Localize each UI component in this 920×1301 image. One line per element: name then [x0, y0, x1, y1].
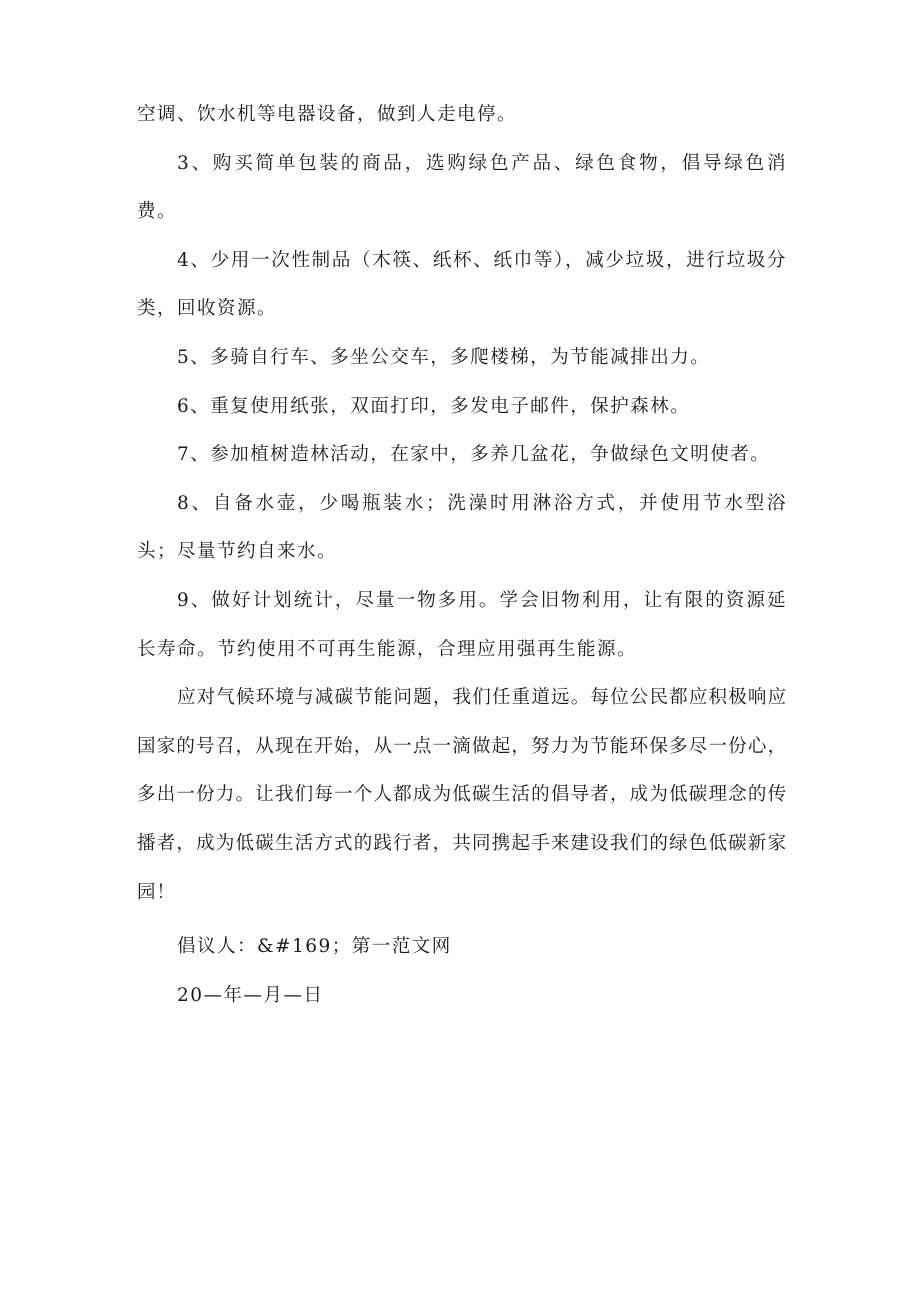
paragraph-item-3: 3、购买简单包装的商品，选购绿色产品、绿色食物，倡导绿色消费。 [137, 152, 787, 223]
closing-paragraph: 应对气候环境与减碳节能问题，我们任重道远。每位公民都应积极响应国家的号召，从现在开始，从一点一滴做起，努力为节能环保多尽一份心，多出一份力。让我们每一个人都成为低碳生活的倡导者，成为低碳理念的传播者，成为低碳生活方式的践行者，共同携起手来建设我们的绿色低碳新家园！ [137, 687, 787, 903]
paragraph-item-4: 4、少用一次性制品（木筷、纸杯、纸巾等），减少垃圾，进行垃圾分类，回收资源。 [137, 249, 787, 320]
document-body [137, 91, 787, 1020]
signature-line: 倡议人：&#169；第一范文网 [177, 936, 452, 958]
paragraph-item-7: 7、参加植树造林活动，在家中，多养几盆花，争做绿色文明使者。 [177, 444, 771, 466]
paragraph-item-8: 8、自备水壶，少喝瓶装水；洗澡时用淋浴方式，并使用节水型浴头；尽量节约自来水。 [137, 492, 787, 563]
paragraph-item-9: 9、做好计划统计，尽量一物多用。学会旧物利用，让有限的资源延长寿命。节约使用不可再生能源，合理应用强再生能源。 [137, 589, 787, 660]
paragraph-item-6: 6、重复使用纸张，双面打印，多发电子邮件，保护森林。 [177, 395, 691, 417]
paragraph-continuation: 空调、饮水机等电器设备，做到人走电停。 [137, 104, 518, 125]
date-line: 20—年—月—日 [177, 984, 324, 1006]
paragraph-item-5: 5、多骑自行车、多坐公交车，多爬楼梯，为节能减排出力。 [177, 346, 711, 368]
